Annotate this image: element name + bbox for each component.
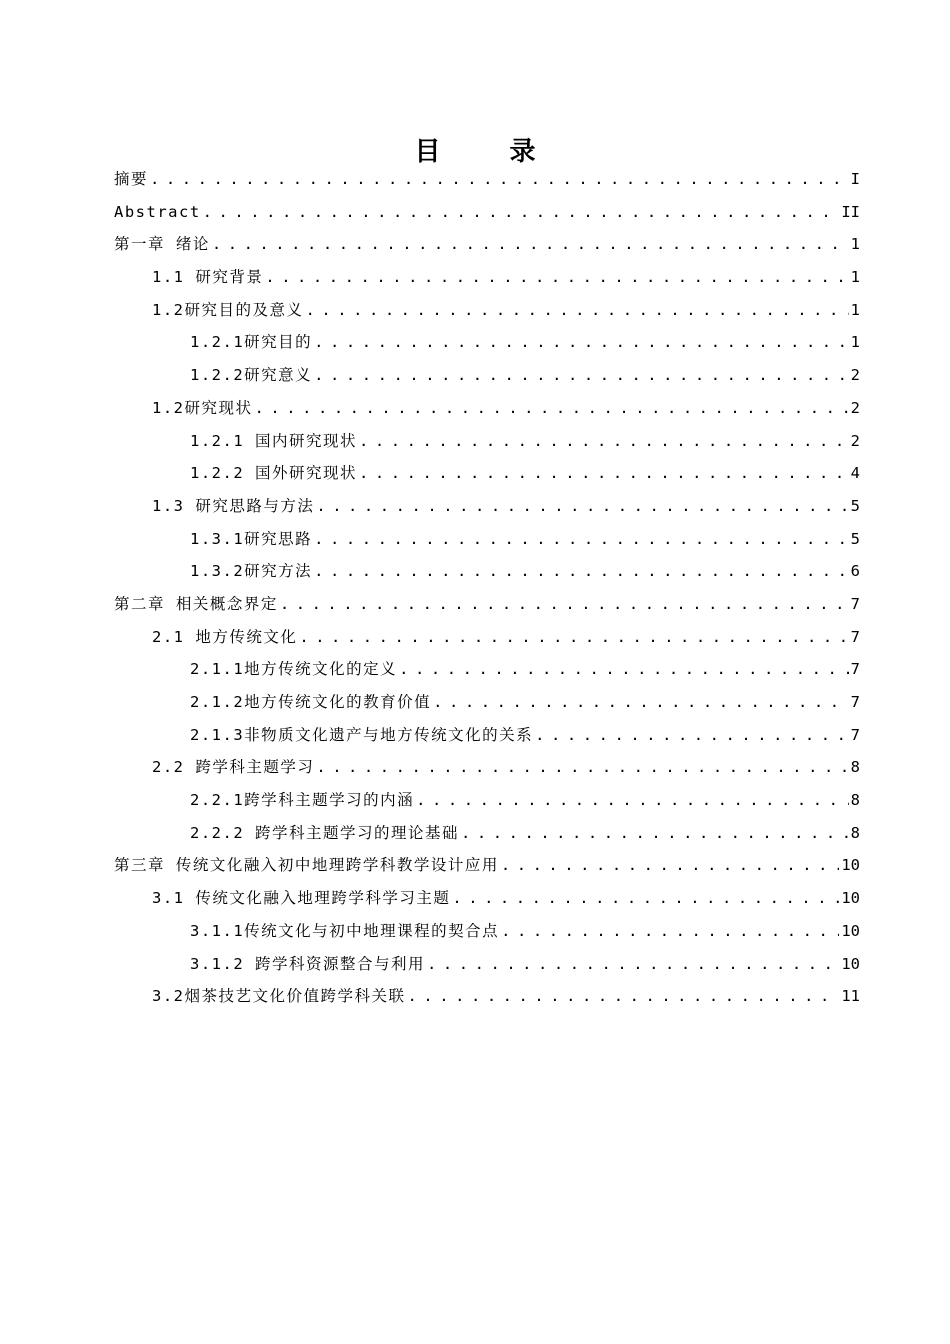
dot-leader (150, 163, 849, 196)
toc-entry-label: 1.1 研究背景 (152, 268, 264, 287)
toc-entry[interactable] (0, 882, 950, 915)
toc-entry-page: 1 (850, 333, 860, 352)
toc-entry-page: 6 (850, 562, 860, 581)
dot-leader (314, 326, 848, 359)
toc-entry-label: 1.2.1 国内研究现状 (190, 431, 357, 450)
toc-entry[interactable] (0, 849, 950, 882)
toc-entry[interactable] (0, 163, 950, 196)
dot-leader (399, 653, 848, 686)
toc-entry[interactable] (0, 751, 950, 784)
toc-entry-page: 10 (841, 954, 860, 973)
toc-entry-label: 2.1.1地方传统文化的定义 (190, 660, 398, 679)
toc-entry-label: 第一章 绪论 (114, 235, 210, 254)
dot-leader (314, 523, 848, 556)
toc-entry-label: 1.2.2 国外研究现状 (190, 464, 357, 483)
toc-entry[interactable] (0, 817, 950, 850)
toc-entry[interactable] (0, 457, 950, 490)
toc-entry-label: 2.1.3非物质文化遗产与地方传统文化的关系 (190, 725, 534, 744)
toc-entry-page: 5 (850, 529, 860, 548)
dot-leader (501, 849, 839, 882)
toc-entry-page: 7 (850, 660, 860, 679)
toc-entry-page: 8 (850, 823, 860, 842)
dot-leader (535, 719, 848, 752)
toc-entry-page: 2 (850, 366, 860, 385)
toc-entry-label: 3.1 传统文化融入地理跨学科学习主题 (152, 889, 451, 908)
toc-entry-label: 2.2 跨学科主题学习 (152, 758, 315, 777)
toc-entry-page: 7 (850, 594, 860, 613)
toc-entry[interactable] (0, 392, 950, 425)
dot-leader (316, 751, 848, 784)
dot-leader (314, 359, 848, 392)
toc-entry-label: 2.2.2 跨学科主题学习的理论基础 (190, 823, 459, 842)
toc-entry-label: Abstract (114, 202, 201, 221)
table-of-contents (0, 163, 950, 1013)
dot-leader (501, 915, 839, 948)
toc-entry-page: 11 (841, 987, 860, 1006)
dot-leader (265, 261, 848, 294)
toc-entry-label: 1.2研究目的及意义 (152, 300, 304, 319)
toc-entry-label: 2.1 地方传统文化 (152, 627, 298, 646)
toc-entry[interactable] (0, 915, 950, 948)
toc-entry[interactable] (0, 948, 950, 981)
toc-entry-page: I (850, 170, 860, 188)
toc-entry-label: 2.2.1跨学科主题学习的内涵 (190, 791, 415, 810)
toc-entry-label: 1.2.1研究目的 (190, 333, 313, 352)
toc-entry[interactable] (0, 588, 950, 621)
toc-entry-label: 第三章 传统文化融入初中地理跨学科教学设计应用 (114, 856, 499, 875)
toc-entry-label: 3.1.1传统文化与初中地理课程的契合点 (190, 921, 500, 940)
page-title: 目 录 (414, 137, 566, 167)
dot-leader (416, 784, 848, 817)
dot-leader (359, 425, 849, 458)
toc-entry[interactable] (0, 523, 950, 556)
toc-entry[interactable] (0, 425, 950, 458)
dot-leader (203, 196, 840, 229)
dot-leader (433, 686, 848, 719)
toc-entry-page: 7 (850, 725, 860, 744)
toc-entry[interactable] (0, 686, 950, 719)
toc-entry-page: 10 (841, 921, 860, 940)
dot-leader (299, 621, 848, 654)
toc-entry-label: 1.3.2研究方法 (190, 562, 313, 581)
dot-leader (461, 817, 849, 850)
toc-entry[interactable] (0, 261, 950, 294)
toc-entry[interactable] (0, 294, 950, 327)
toc-entry-page: 8 (850, 791, 860, 810)
toc-entry-page: 7 (850, 693, 860, 711)
toc-entry[interactable] (0, 228, 950, 261)
toc-entry[interactable] (0, 784, 950, 817)
toc-entry-page: 8 (850, 758, 860, 777)
toc-entry[interactable] (0, 359, 950, 392)
toc-entry-label: 1.2研究现状 (152, 398, 253, 417)
toc-entry[interactable] (0, 621, 950, 654)
toc-entry[interactable] (0, 719, 950, 752)
dot-leader (452, 882, 839, 915)
dot-leader (314, 555, 848, 588)
toc-entry-page: 2 (850, 431, 860, 450)
toc-entry-page: 10 (841, 889, 860, 908)
toc-entry-label: 1.3 研究思路与方法 (152, 496, 315, 515)
toc-entry-page: 5 (850, 496, 860, 515)
toc-entry[interactable] (0, 326, 950, 359)
dot-leader (212, 228, 849, 261)
toc-entry-page: 4 (850, 464, 860, 483)
toc-entry-label: 3.2烟茶技艺文化价值跨学科关联 (152, 987, 406, 1006)
toc-entry-page: 10 (841, 856, 860, 875)
dot-leader (427, 948, 839, 981)
toc-entry-label: 3.1.2 跨学科资源整合与利用 (190, 954, 425, 973)
toc-entry[interactable] (0, 196, 950, 229)
toc-entry-page: II (841, 202, 860, 221)
toc-entry[interactable] (0, 980, 950, 1013)
toc-entry[interactable] (0, 490, 950, 523)
toc-entry-label: 1.2.2研究意义 (190, 366, 313, 385)
dot-leader (255, 392, 849, 425)
toc-entry-page: 2 (850, 398, 860, 417)
dot-leader (408, 980, 840, 1013)
dot-leader (280, 588, 849, 621)
toc-entry-page: 7 (850, 627, 860, 646)
toc-entry[interactable] (0, 653, 950, 686)
toc-entry-label: 摘要 (114, 170, 149, 188)
dot-leader (316, 490, 848, 523)
toc-entry-page: 1 (850, 268, 860, 287)
toc-entry[interactable] (0, 555, 950, 588)
toc-entry-page: 1 (850, 235, 860, 254)
toc-entry-label: 2.1.2地方传统文化的教育价值 (190, 693, 432, 711)
dot-leader (359, 457, 849, 490)
toc-entry-label: 第二章 相关概念界定 (114, 594, 278, 613)
toc-entry-label: 1.3.1研究思路 (190, 529, 313, 548)
toc-entry-page: 1 (850, 300, 860, 319)
dot-leader (306, 294, 849, 327)
